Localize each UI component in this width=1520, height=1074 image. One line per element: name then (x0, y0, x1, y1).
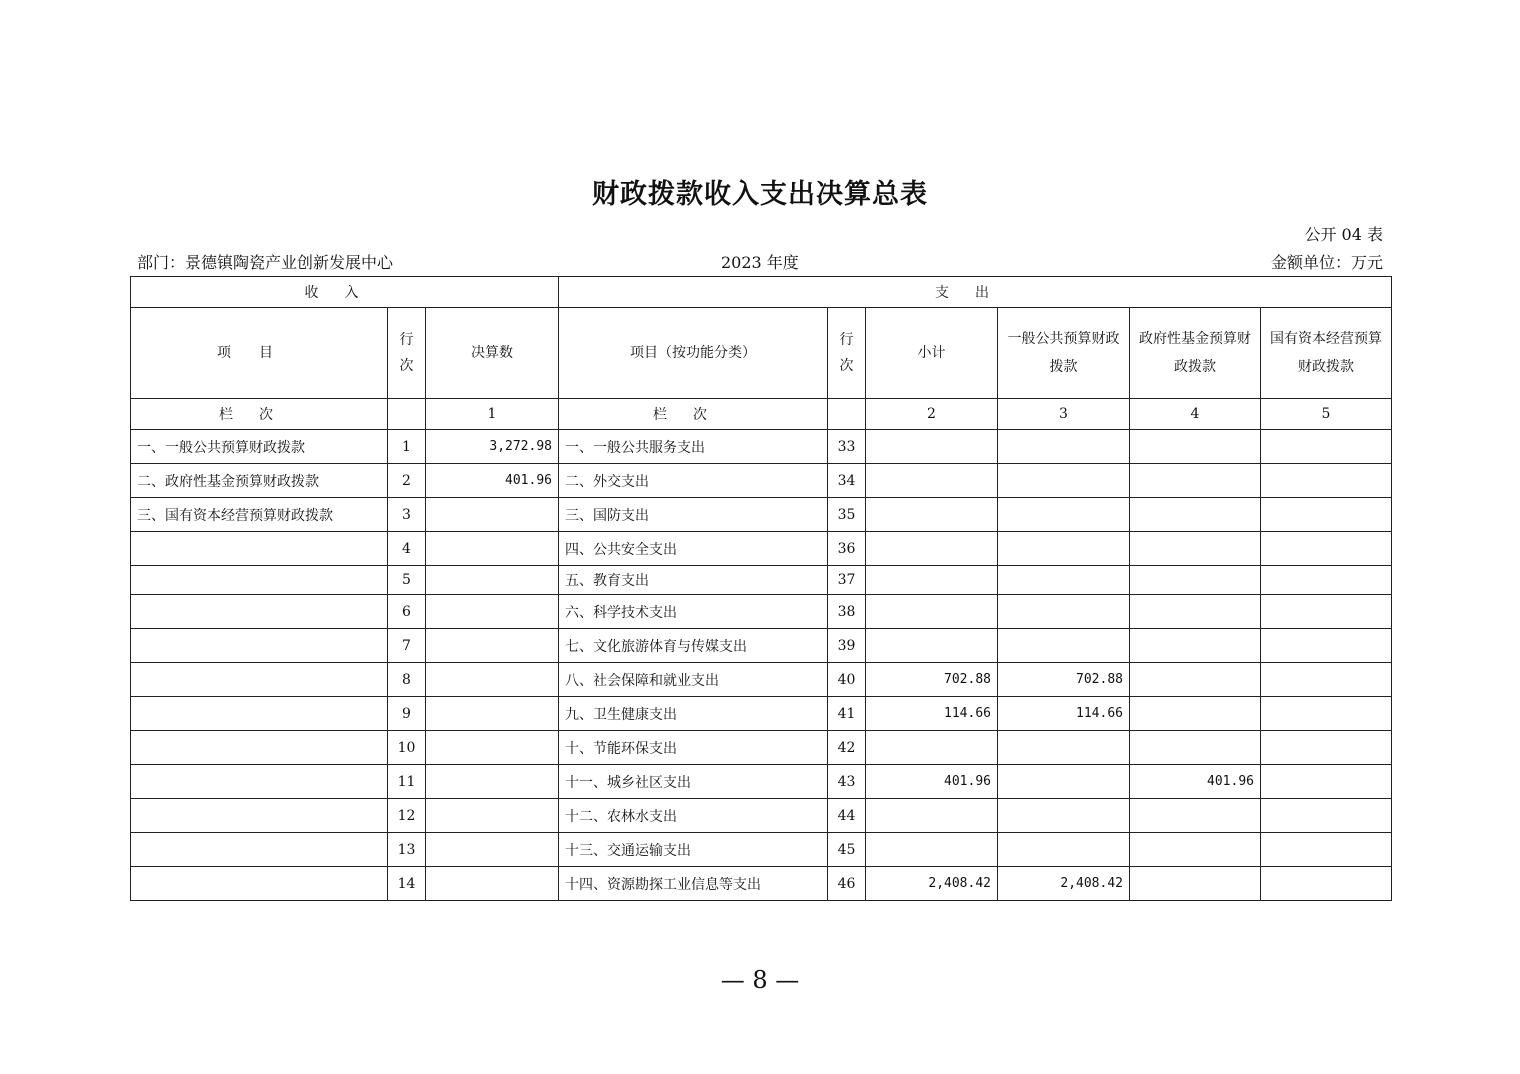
state-capital-cell (1261, 629, 1392, 663)
income-item-cell (131, 833, 388, 867)
income-value-cell (426, 799, 559, 833)
state-capital-cell (1261, 799, 1392, 833)
state-capital-cell (1261, 532, 1392, 566)
income-item-cell: 一、一般公共预算财政拨款 (131, 430, 388, 464)
expense-item-cell: 二、外交支出 (559, 464, 828, 498)
state-capital-cell (1261, 731, 1392, 765)
subtotal-cell (866, 498, 998, 532)
column-index-5: 5 (1261, 399, 1392, 430)
gov-fund-cell (1130, 595, 1261, 629)
header-gov-fund: 政府性基金预算财政拨款 (1130, 308, 1261, 399)
income-row-no-cell: 11 (388, 765, 426, 799)
gov-fund-cell (1130, 663, 1261, 697)
general-budget-cell (998, 765, 1130, 799)
income-value-cell (426, 765, 559, 799)
column-index-4: 4 (1130, 399, 1261, 430)
table-row (131, 833, 1392, 867)
subtotal-cell (866, 799, 998, 833)
expense-row-no-cell: 41 (828, 697, 866, 731)
column-index-empty (388, 399, 426, 430)
subtotal-cell (866, 731, 998, 765)
department-label: 部门：景德镇陶瓷产业创新发展中心 (137, 253, 394, 272)
general-budget-cell (998, 532, 1130, 566)
income-value-cell (426, 731, 559, 765)
general-budget-cell (998, 464, 1130, 498)
subtotal-cell: 702.88 (866, 663, 998, 697)
column-index-empty-2 (828, 399, 866, 430)
income-item-cell (131, 566, 388, 595)
header-row-no-2-text: 行次 (839, 331, 854, 374)
expense-row-no-cell: 38 (828, 595, 866, 629)
state-capital-cell (1261, 566, 1392, 595)
income-item-cell (131, 867, 388, 901)
expense-row-no-cell: 35 (828, 498, 866, 532)
table-row (131, 867, 1392, 901)
income-value-cell: 401.96 (426, 464, 559, 498)
income-row-no-cell: 1 (388, 430, 426, 464)
table-row (131, 595, 1392, 629)
general-budget-cell (998, 595, 1130, 629)
column-index-row (131, 399, 1392, 430)
table-row (131, 464, 1392, 498)
income-value-cell (426, 833, 559, 867)
state-capital-cell (1261, 833, 1392, 867)
state-capital-cell (1261, 595, 1392, 629)
gov-fund-cell (1130, 430, 1261, 464)
income-row-no-cell: 2 (388, 464, 426, 498)
subtotal-cell: 2,408.42 (866, 867, 998, 901)
expense-item-cell: 四、公共安全支出 (559, 532, 828, 566)
state-capital-cell (1261, 430, 1392, 464)
income-row-no-cell: 14 (388, 867, 426, 901)
expense-item-cell: 六、科学技术支出 (559, 595, 828, 629)
general-budget-cell (998, 498, 1130, 532)
header-row-no-text: 行次 (399, 331, 414, 374)
expense-row-no-cell: 43 (828, 765, 866, 799)
subtotal-cell: 114.66 (866, 697, 998, 731)
expense-row-no-cell: 39 (828, 629, 866, 663)
expense-item-cell: 九、卫生健康支出 (559, 697, 828, 731)
expense-row-no-cell: 40 (828, 663, 866, 697)
general-budget-cell (998, 731, 1130, 765)
income-item-cell (131, 731, 388, 765)
income-row-no-cell: 12 (388, 799, 426, 833)
income-item-cell (131, 663, 388, 697)
expense-item-cell: 五、教育支出 (559, 566, 828, 595)
table-row (131, 566, 1392, 595)
income-value-cell (426, 867, 559, 901)
table-row (131, 697, 1392, 731)
general-budget-cell (998, 566, 1130, 595)
income-row-no-cell: 3 (388, 498, 426, 532)
fiscal-year: 2023 年度 (721, 253, 799, 272)
income-value-cell (426, 498, 559, 532)
income-value-cell (426, 595, 559, 629)
table-row (131, 629, 1392, 663)
income-value-cell (426, 532, 559, 566)
general-budget-cell (998, 629, 1130, 663)
column-index-label-2: 栏次 (559, 399, 828, 430)
subtotal-cell (866, 595, 998, 629)
column-index-3: 3 (998, 399, 1130, 430)
page-title: 财政拨款收入支出决算总表 (592, 179, 928, 210)
header-subtotal: 小计 (866, 308, 998, 399)
expense-row-no-cell: 42 (828, 731, 866, 765)
income-item-cell (131, 765, 388, 799)
state-capital-cell (1261, 464, 1392, 498)
table-row (131, 765, 1392, 799)
expense-section-header: 支出 (559, 277, 1392, 308)
expense-row-no-cell: 45 (828, 833, 866, 867)
income-value-cell: 3,272.98 (426, 430, 559, 464)
table-row (131, 430, 1392, 464)
income-value-cell (426, 629, 559, 663)
income-item-cell (131, 532, 388, 566)
header-state-capital: 国有资本经营预算财政拨款 (1261, 308, 1392, 399)
income-item-cell: 二、政府性基金预算财政拨款 (131, 464, 388, 498)
column-header-row (131, 308, 1392, 399)
income-row-no-cell: 4 (388, 532, 426, 566)
expense-item-cell: 十四、资源勘探工业信息等支出 (559, 867, 828, 901)
header-item-text: 项目 (217, 345, 301, 361)
expense-item-cell: 十、节能环保支出 (559, 731, 828, 765)
table-row (131, 498, 1392, 532)
income-row-no-cell: 13 (388, 833, 426, 867)
general-budget-cell: 702.88 (998, 663, 1130, 697)
income-value-cell (426, 566, 559, 595)
expense-row-no-cell: 33 (828, 430, 866, 464)
income-item-cell (131, 629, 388, 663)
expense-row-no-cell: 44 (828, 799, 866, 833)
state-capital-cell (1261, 498, 1392, 532)
expense-item-cell: 十三、交通运输支出 (559, 833, 828, 867)
income-item-cell (131, 595, 388, 629)
gov-fund-cell (1130, 697, 1261, 731)
general-budget-cell (998, 430, 1130, 464)
gov-fund-cell (1130, 867, 1261, 901)
subtotal-cell (866, 629, 998, 663)
gov-fund-cell: 401.96 (1130, 765, 1261, 799)
general-budget-cell (998, 799, 1130, 833)
gov-fund-cell (1130, 566, 1261, 595)
subtotal-cell (866, 833, 998, 867)
subtotal-cell (866, 566, 998, 595)
expense-row-no-cell: 34 (828, 464, 866, 498)
meta-line (137, 250, 1383, 274)
gov-fund-cell (1130, 731, 1261, 765)
expense-item-cell: 十一、城乡社区支出 (559, 765, 828, 799)
income-value-cell (426, 663, 559, 697)
header-row-no-2 (828, 308, 866, 399)
column-index-label: 栏次 (131, 399, 388, 430)
header-general-budget: 一般公共预算财政拨款 (998, 308, 1130, 399)
section-header-row (131, 277, 1392, 308)
table-row (131, 731, 1392, 765)
income-value-cell (426, 697, 559, 731)
general-budget-cell (998, 833, 1130, 867)
header-row-no (388, 308, 426, 399)
column-index-1: 1 (426, 399, 559, 430)
table-row (131, 663, 1392, 697)
gov-fund-cell (1130, 464, 1261, 498)
expense-item-cell: 七、文化旅游体育与传媒支出 (559, 629, 828, 663)
expense-item-cell: 一、一般公共服务支出 (559, 430, 828, 464)
general-budget-cell: 2,408.42 (998, 867, 1130, 901)
gov-fund-cell (1130, 532, 1261, 566)
budget-summary-table (130, 276, 1392, 901)
expense-item-cell: 三、国防支出 (559, 498, 828, 532)
expense-item-cell: 八、社会保障和就业支出 (559, 663, 828, 697)
income-section-header: 收入 (131, 277, 559, 308)
income-item-cell: 三、国有资本经营预算财政拨款 (131, 498, 388, 532)
income-row-no-cell: 7 (388, 629, 426, 663)
income-row-no-cell: 6 (388, 595, 426, 629)
general-budget-cell: 114.66 (998, 697, 1130, 731)
expense-row-no-cell: 46 (828, 867, 866, 901)
header-settlement: 决算数 (426, 308, 559, 399)
header-item (131, 308, 388, 399)
income-item-cell (131, 799, 388, 833)
gov-fund-cell (1130, 629, 1261, 663)
subtotal-cell (866, 430, 998, 464)
table-row (131, 799, 1392, 833)
header-item-func: 项目（按功能分类） (559, 308, 828, 399)
column-index-2: 2 (866, 399, 998, 430)
income-row-no-cell: 10 (388, 731, 426, 765)
gov-fund-cell (1130, 833, 1261, 867)
state-capital-cell (1261, 867, 1392, 901)
subtotal-cell (866, 464, 998, 498)
subtotal-cell: 401.96 (866, 765, 998, 799)
income-row-no-cell: 8 (388, 663, 426, 697)
state-capital-cell (1261, 765, 1392, 799)
state-capital-cell (1261, 663, 1392, 697)
amount-unit: 金额单位：万元 (1270, 253, 1383, 272)
subtotal-cell (866, 532, 998, 566)
income-item-cell (131, 697, 388, 731)
expense-item-cell: 十二、农林水支出 (559, 799, 828, 833)
form-code: 公开 04 表 (1304, 225, 1383, 244)
state-capital-cell (1261, 697, 1392, 731)
page-number: — 8 — (720, 966, 800, 994)
income-row-no-cell: 5 (388, 566, 426, 595)
income-row-no-cell: 9 (388, 697, 426, 731)
expense-row-no-cell: 36 (828, 532, 866, 566)
gov-fund-cell (1130, 498, 1261, 532)
table-row (131, 532, 1392, 566)
gov-fund-cell (1130, 799, 1261, 833)
expense-row-no-cell: 37 (828, 566, 866, 595)
